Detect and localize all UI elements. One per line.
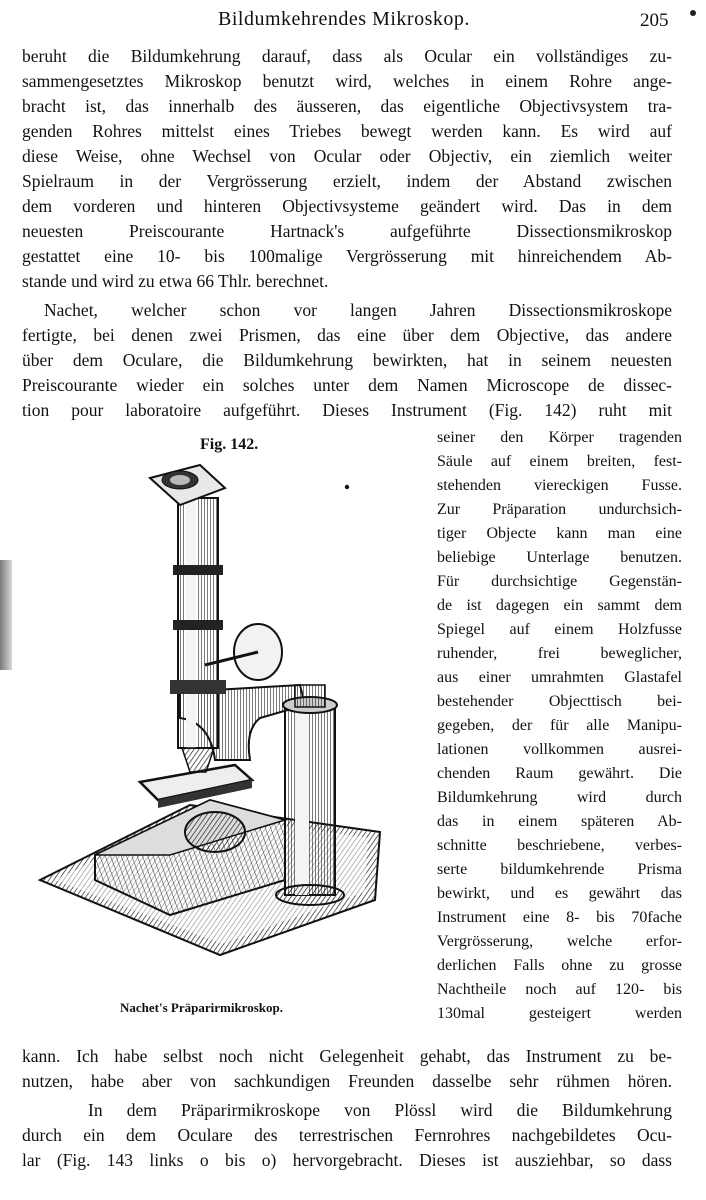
text-line: stande und wird zu etwa 66 Thlr. berechnet.: [22, 271, 329, 291]
text-line: Preiscourante wieder ein solches unter dem Namen Microscope de dissec-: [22, 375, 672, 395]
text-line: bewirkt, und es gewährt das: [437, 885, 682, 902]
text-line: Nachet, welcher schon vor langen Jahren Dissectionsmikroskope: [44, 300, 672, 320]
text-line: Bildumkehrung wird durch: [437, 789, 682, 806]
text-line: derlichen Falls ohne zu grosse: [437, 957, 682, 974]
ink-speck: [690, 10, 696, 16]
text-line: beliebige Unterlage benutzen.: [437, 549, 682, 566]
figure-label: Fig. 142.: [200, 436, 259, 453]
page-edge-shadow: [0, 560, 12, 670]
text-line: gestattet eine 10- bis 100malige Vergrösserung mit hinreichendem Ab-: [22, 246, 672, 266]
text-line: Zur Präparation undurchsich-: [437, 501, 682, 518]
text-line: aus einer umrahmten Glastafel: [437, 669, 682, 686]
text-line: Spielraum in der Vergrösserung erzielt, indem der Abstand zwischen: [22, 171, 672, 191]
text-line: bracht ist, das innerhalb des äusseren, das eigentliche Objectivsystem tra-: [22, 96, 672, 116]
text-line: gegeben, der für alle Manipu-: [437, 717, 682, 734]
text-line: bestehender Objecttisch bei-: [437, 693, 682, 710]
text-line: Für durchsichtige Gegenstän-: [437, 573, 682, 590]
text-line: kann. Ich habe selbst noch nicht Gelegenheit gehabt, das Instrument zu be-: [22, 1046, 672, 1066]
text-line: beruht die Bildumkehrung darauf, dass als Ocular ein vollständiges zu-: [22, 46, 672, 66]
text-line: lationen vollkommen ausrei-: [437, 741, 682, 758]
figure-caption: Nachet's Präparirmikroskop.: [120, 1000, 283, 1015]
text-line: schnitte beschriebene, verbes-: [437, 837, 682, 854]
text-line: über dem Oculare, die Bildumkehrung bewirkten, hat in seinem neuesten: [22, 350, 672, 370]
text-line: serte bildumkehrende Prisma: [437, 861, 682, 878]
text-line: Spiegel auf einem Holzfusse: [437, 621, 682, 638]
text-line: chenden Raum gewährt. Die: [437, 765, 682, 782]
text-line: de ist dagegen ein sammt dem: [437, 597, 682, 614]
text-line: ruhender, frei beweglicher,: [437, 645, 682, 662]
text-line: durch ein dem Oculare des terrestrischen Fernrohres nachgebildetes Ocu-: [22, 1125, 672, 1145]
text-line: diese Weise, ohne Wechsel von Ocular oder Objectiv, ein ziemlich weiter: [22, 146, 672, 166]
page-number: 205: [640, 10, 669, 31]
text-line: Säule auf einem breiten, fest-: [437, 453, 682, 470]
text-line: genden Rohres mittelst eines Triebes bewegt werden kann. Es wird auf: [22, 121, 672, 141]
text-line: nutzen, habe aber von sachkundigen Freunden dasselbe sehr rühmen hören.: [22, 1071, 672, 1091]
text-line: fertigte, bei denen zwei Prismen, das eine über dem Objective, das andere: [22, 325, 672, 345]
text-line: Instrument eine 8- bis 70fache: [437, 909, 682, 926]
text-line: 130mal gesteigert werden: [437, 1005, 682, 1022]
text-line: dem vorderen und hinteren Objectivsysteme geändert wird. Das in dem: [22, 196, 672, 216]
text-line: Nachtheile noch auf 120- bis: [437, 981, 682, 998]
text-line: lar (Fig. 143 links o bis o) hervorgebracht. Dieses ist ausziehbar, so dass: [22, 1150, 672, 1170]
page-header: [0, 8, 706, 34]
text-line: neuesten Preiscourante Hartnack's aufgeführte Dissectionsmikroskop: [22, 221, 672, 241]
text-line: tion pour laboratoire aufgeführt. Dieses Instrument (Fig. 142) ruht mit: [22, 400, 672, 420]
running-title: Bildumkehrendes Mikroskop.: [218, 8, 470, 30]
text-line: In dem Präparirmikroskope von Plössl wird die Bildumkehrung: [88, 1100, 672, 1120]
microscope-engraving: [30, 460, 430, 980]
text-line: sammengesetztes Mikroskop benutzt wird, welches in einem Rohre ange-: [22, 71, 672, 91]
text-line: das in einem späteren Ab-: [437, 813, 682, 830]
text-line: Vergrösserung, welche erfor-: [437, 933, 682, 950]
text-line: tiger Objecte kann man eine: [437, 525, 682, 542]
text-line: seiner den Körper tragenden: [437, 429, 682, 446]
text-line: stehenden viereckigen Fusse.: [437, 477, 682, 494]
